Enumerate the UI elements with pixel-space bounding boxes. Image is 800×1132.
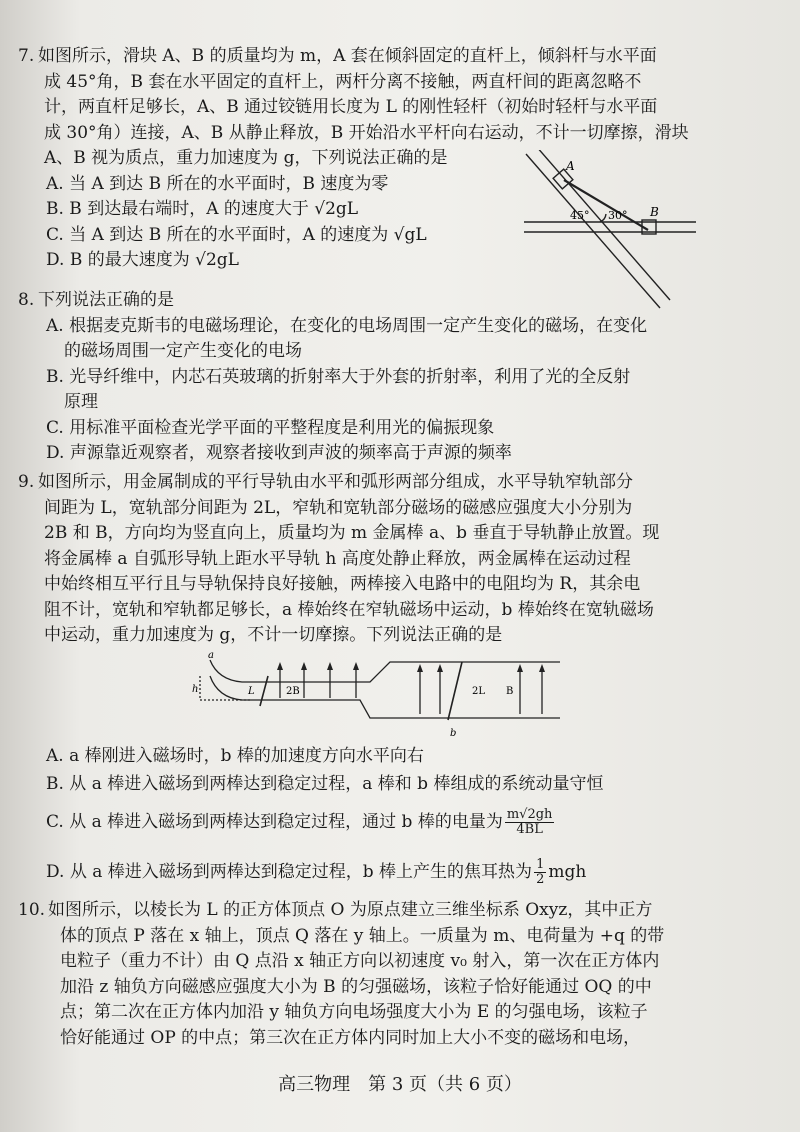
option-c: C. 当 A 到达 B 所在的水平面时，A 的速度为 √gL xyxy=(46,224,427,245)
inclined-rod xyxy=(526,154,660,308)
question-text: 电粒子（重力不计）由 Q 点沿 x 轴正方向以初速度 v₀ 射入，第一次在正方体内 xyxy=(60,951,660,971)
label-a: A xyxy=(566,159,575,173)
q7-figure xyxy=(520,150,700,310)
question-number: 7. xyxy=(18,46,35,66)
option-c: C. 从 a 棒进入磁场到两棒达到稳定过程，通过 b 棒的电量为 $\frac{m√2gh}{4BL}$ xyxy=(46,807,553,837)
rail-top xyxy=(210,660,560,682)
rod-b xyxy=(448,662,462,720)
option-c: C. 用标准平面检查光学平面的平整程度是利用光的偏振现象 xyxy=(46,417,495,438)
label-B: B xyxy=(506,686,514,697)
label-2L: 2L xyxy=(472,686,486,697)
option-d: D. B 的最大速度为 √2gL xyxy=(46,250,239,270)
question-text: 如图所示，滑块 A、B 的质量均为 m，A 套在倾斜固定的直杆上，倾斜杆与水平面 xyxy=(38,46,657,66)
question-9-options xyxy=(18,744,788,898)
option-a-cont: 的磁场周围一定产生变化的电场 xyxy=(64,341,302,361)
charge-fraction: $\frac{m√2gh}{4BL}$ xyxy=(506,807,553,837)
question-text: 计，两直杆足够长，A、B 通过铰链用长度为 L 的刚性轻杆（初始时轻杆与水平面 xyxy=(44,97,658,117)
angle-30: 30° xyxy=(608,209,628,222)
question-text: 如图所示，用金属制成的平行导轨由水平和弧形两部分组成，水平导轨窄轨部分 xyxy=(38,472,633,492)
option-b: B. 从 a 棒进入磁场到两棒达到稳定过程，a 棒和 b 棒组成的系统动量守恒 xyxy=(46,774,604,794)
question-number: 8. xyxy=(18,290,35,310)
question-number: 10. xyxy=(18,900,46,920)
question-9 xyxy=(18,470,788,649)
question-10 xyxy=(18,898,788,1051)
question-text: 2B 和 B，方向均为竖直向上，质量均为 m 金属棒 a、b 垂直于导轨静止放置。现 xyxy=(44,523,660,543)
heat-fraction: $\frac{1}{2}$ xyxy=(536,857,545,887)
question-text: 间距为 L，宽轨部分间距为 2L，窄轨和宽轨部分磁场的磁感应强度大小分别为 xyxy=(44,497,633,518)
q9-figure xyxy=(190,648,570,740)
question-text: 体的顶点 P 落在 x 轴上，顶点 Q 落在 y 轴上。一质量为 m、电荷量为 +q 的带 xyxy=(60,925,665,946)
field-arrows xyxy=(280,668,542,714)
rod-a xyxy=(260,676,268,706)
option-a: A. a 棒刚进入磁场时，b 棒的加速度方向水平向右 xyxy=(46,746,424,766)
question-text: 阻不计，宽轨和窄轨都足够长，a 棒始终在窄轨磁场中运动，b 棒始终在宽轨磁场 xyxy=(44,599,654,620)
question-8 xyxy=(18,288,788,467)
option-d: D. 从 a 棒进入磁场到两棒达到稳定过程，b 棒上产生的焦耳热为 $\frac{1}{2}$ mgh xyxy=(46,857,587,887)
label-b: B xyxy=(650,205,659,219)
option-d: D. 声源靠近观察者，观察者接收到声波的频率高于声源的频率 xyxy=(46,443,512,463)
option-b: B. 光导纤维中，内芯石英玻璃的折射率大于外套的折射率，利用了光的全反射 xyxy=(46,366,631,387)
option-b: B. B 到达最右端时，A 的速度大于 √2gL xyxy=(46,199,359,219)
label-L: L xyxy=(248,686,255,697)
label-h: h xyxy=(192,684,199,695)
label-a: a xyxy=(208,650,214,661)
question-text: 成 45°角，B 套在水平固定的直杆上，两杆分离不接触，两直杆间的距离忽略不 xyxy=(44,71,642,92)
question-number: 9. xyxy=(18,472,35,492)
question-text: 成 30°角）连接，A、B 从静止释放，B 开始沿水平杆向右运动，不计一切摩擦，滑块 xyxy=(44,122,689,143)
question-text: 恰好能通过 OP 的中点；第三次在正方体内同时加上大小不变的磁场和电场， xyxy=(60,1027,641,1048)
option-a: A. 根据麦克斯韦的电磁场理论，在变化的电场周围一定产生变化的磁场，在变化 xyxy=(46,315,648,336)
option-a: A. 当 A 到达 B 所在的水平面时，B 速度为零 xyxy=(46,173,389,194)
inclined-rod xyxy=(536,150,670,300)
page-footer: 高三物理 第 3 页（共 6 页） xyxy=(278,1074,522,1095)
question-text: 点；第二次在正方体内加沿 y 轴负方向电场强度大小为 E 的匀强电场，该粒子 xyxy=(60,1002,648,1022)
question-text: A、B 视为质点，重力加速度为 g，下列说法正确的是 xyxy=(44,148,448,168)
question-text: 中运动，重力加速度为 g，不计一切摩擦。下列说法正确的是 xyxy=(44,625,503,645)
option-b-cont: 原理 xyxy=(64,392,98,412)
label-b: b xyxy=(450,728,457,739)
question-text: 下列说法正确的是 xyxy=(38,290,174,310)
question-text: 将金属棒 a 自弧形导轨上距水平导轨 h 高度处静止释放，两金属棒在运动过程 xyxy=(44,548,631,569)
question-text: 如图所示，以棱长为 L 的正方体顶点 O 为原点建立三维坐标系 Oxyz，其中正方 xyxy=(48,900,653,920)
angle-45: 45° xyxy=(570,209,590,222)
question-text: 中始终相互平行且与导轨保持良好接触，两棒接入电路中的电阻均为 R，其余电 xyxy=(44,574,641,594)
question-text: 加沿 z 轴负方向磁感应强度大小为 B 的匀强磁场，该粒子恰好能通过 OQ 的中 xyxy=(60,976,652,997)
label-2B: 2B xyxy=(286,686,300,697)
